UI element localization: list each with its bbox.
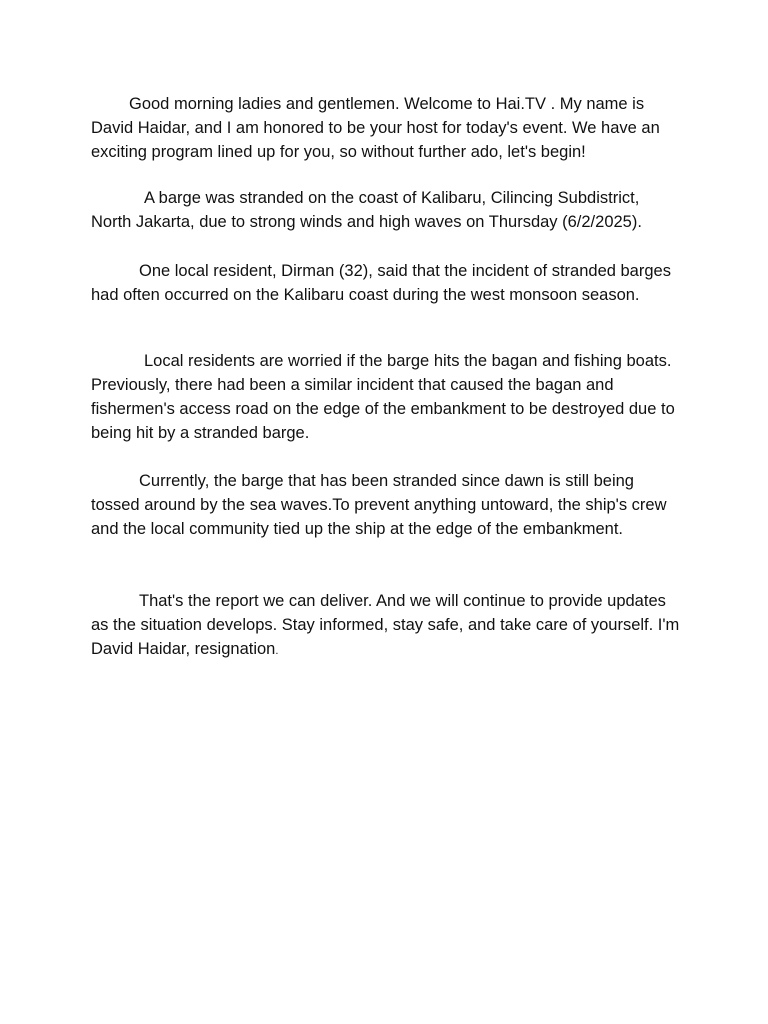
- closing-text: That's the report we can deliver. And we will continue to provide updates as the situation develops. Stay informed, stay safe, and take care of yourself. I'm David Haidar, resignation: [91, 592, 680, 658]
- paragraph-local-resident: One local resident, Dirman (32), said that the incident of stranded barges had often occurred on the Kalibaru coast during the west monsoon season.: [91, 262, 671, 304]
- paragraph-barge-stranded: A barge was stranded on the coast of Kalibaru, Cilincing Subdistrict, North Jakarta, due to strong winds and high waves on Thursday (6/2/2025).: [91, 189, 642, 231]
- paragraph-closing: [91, 589, 681, 663]
- paragraph-residents-worried: Local residents are worried if the barge hits the bagan and fishing boats. Previously, there had been a similar incident that caused the bagan and fishermen's access road on the edge of the embankment to be destroyed due to being hit by a stranded barge.: [91, 352, 675, 442]
- paragraph-currently: Currently, the barge that has been stranded since dawn is still being tossed around by the sea waves.To prevent anything untoward, the ship's crew and the local community tied up the ship at the edge of the embankment.: [91, 472, 667, 538]
- paragraph-greeting: Good morning ladies and gentlemen. Welcome to Hai.TV . My name is David Haidar, and I am honored to be your host for today's event. We have an exciting program lined up for you, so without further ado, let's begin!: [91, 95, 660, 161]
- closing-period: .: [275, 645, 279, 657]
